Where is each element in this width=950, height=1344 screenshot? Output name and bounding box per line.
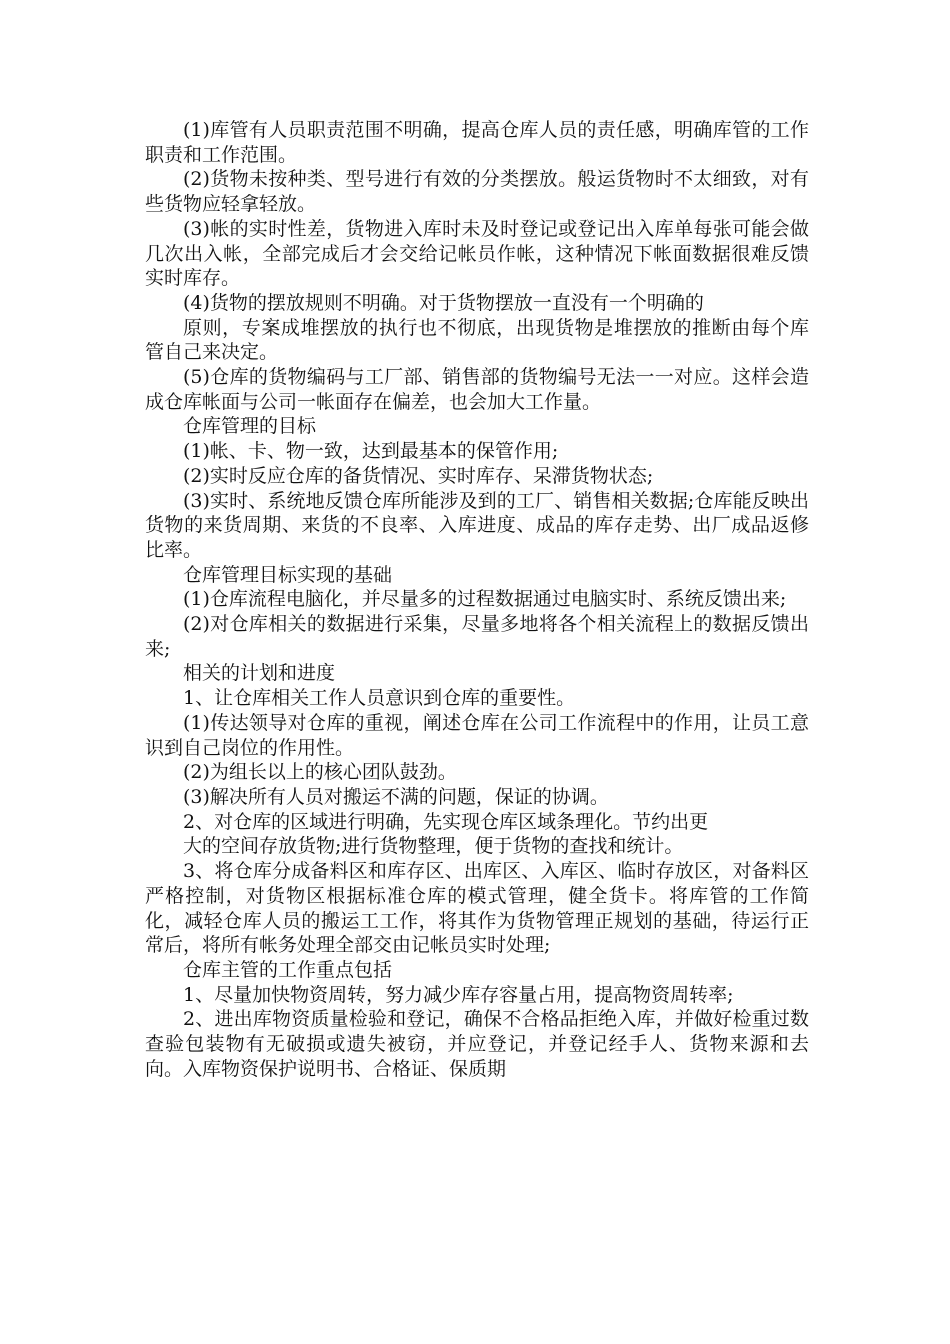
paragraph-1: (1)库管有人员职责范围不明确，提高仓库人员的责任感，明确库管的工作职责和工作范围。 bbox=[145, 119, 809, 166]
paragraph-plan-1-3: (3)解决所有人员对搬运不满的问题，保证的协调。 bbox=[183, 785, 609, 808]
paragraph-goal-3: (3)实时、系统地反馈仓库所能涉及到的工厂、销售相关数据;仓库能反映出货物的来货周期、来货的不良率、入库进度、成品的库存走势、出厂成品返修比率。 bbox=[145, 489, 809, 561]
section-heading-basis: 仓库管理目标实现的基础 bbox=[183, 563, 393, 586]
paragraph-2: (2)货物未按种类、型号进行有效的分类摆放。般运货物时不太细致，对有些货物应轻拿轻放。 bbox=[145, 168, 809, 216]
paragraph-goal-2: (2)实时反应仓库的备货情况、实时库存、呆滞货物状态; bbox=[183, 464, 654, 487]
paragraph-5: 原则，专案成堆摆放的执行也不彻底，出现货物是堆摆放的推断由每个库管自己来决定。 bbox=[145, 316, 809, 364]
section-heading-goals: 仓库管理的目标 bbox=[183, 415, 317, 438]
paragraph-basis-2: (2)对仓库相关的数据进行采集，尽量多地将各个相关流程上的数据反馈出来; bbox=[145, 613, 809, 660]
paragraph-3: (3)帐的实时性差，货物进入库时未及时登记或登记出入库单每张可能会做几次出入帐，全部完成后才会交给记帐员作帐，这种情况下帐面数据很难反馈实时库存。 bbox=[145, 217, 809, 290]
paragraph-plan-1-2: (2)为组长以上的核心团队鼓劲。 bbox=[183, 761, 457, 784]
paragraph-plan-3: 3、将仓库分成备料区和库存区、出库区、入库区、临时存放区，对备料区严格控制，对货物区根据标准仓库的模式管理，健全货卡。将库管的工作简化，减轻仓库人员的搬运工工作，将其作为货物管理正规划的基础，待运行正常后，将所有帐务处理全部交由记帐员实时处理; bbox=[145, 860, 809, 957]
paragraph-plan-2-cont: 大的空间存放货物;进行货物整理，便于货物的查找和统计。 bbox=[183, 835, 684, 858]
document-body bbox=[145, 118, 809, 1081]
paragraph-4: (4)货物的摆放规则不明确。对于货物摆放一直没有一个明确的 bbox=[183, 291, 704, 314]
paragraph-plan-1: 1、让仓库相关工作人员意识到仓库的重要性。 bbox=[183, 687, 576, 710]
paragraph-supervisor-2: 2、进出库物资质量检验和登记，确保不合格品拒绝入库，并做好检重过数查验包装物有无破损或遗失被窃，并应登记，并登记经手人、货物来源和去向。入库物资保护说明书、合格证、保质期 bbox=[145, 1008, 809, 1080]
paragraph-basis-1: (1)仓库流程电脑化，并尽量多的过程数据通过电脑实时、系统反馈出来; bbox=[183, 588, 787, 611]
paragraph-6: (5)仓库的货物编码与工厂部、销售部的货物编号无法一一对应。这样会造成仓库帐面与公司一帐面存在偏差，也会加大工作量。 bbox=[145, 366, 809, 413]
paragraph-goal-1: (1)帐、卡、物一致，达到最基本的保管作用; bbox=[183, 440, 559, 463]
section-heading-plan: 相关的计划和进度 bbox=[183, 662, 336, 685]
paragraph-plan-2: 2、对仓库的区域进行明确，先实现仓库区域条理化。节约出更 bbox=[183, 810, 709, 833]
paragraph-supervisor-1: 1、尽量加快物资周转，努力减少库存容量占用，提高物资周转率; bbox=[183, 983, 734, 1006]
section-heading-supervisor: 仓库主管的工作重点包括 bbox=[183, 958, 393, 981]
paragraph-plan-1-1: (1)传达领导对仓库的重视，阐述仓库在公司工作流程中的作用，让员工意识到自己岗位的作用性。 bbox=[145, 711, 809, 759]
